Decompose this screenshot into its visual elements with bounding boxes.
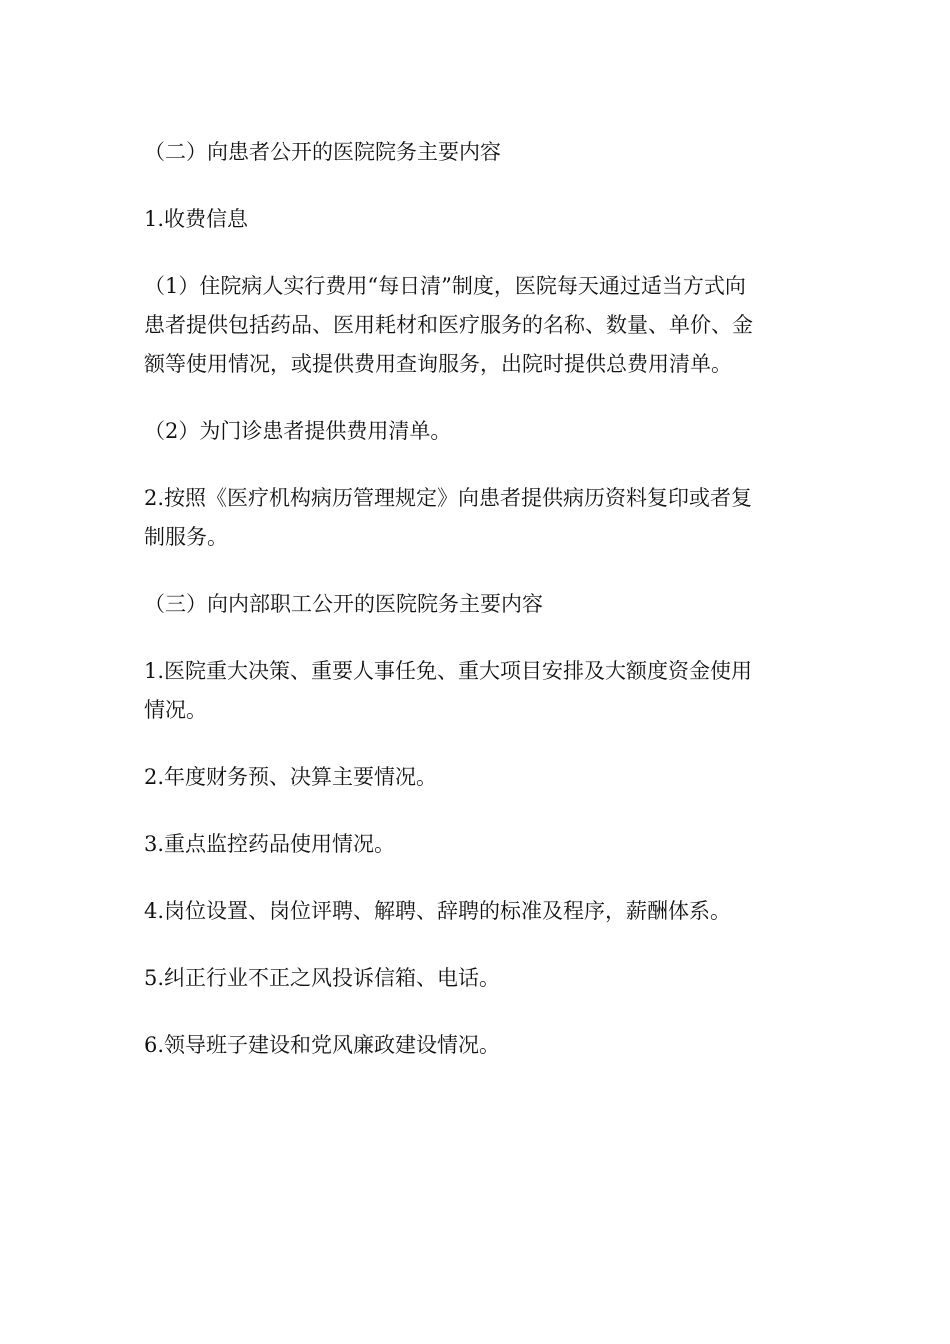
text-line: 1.收费信息 [144,207,249,231]
text-line: 制服务。 [144,525,228,549]
item-medical-records-copy [144,479,809,557]
item-annual-budget [144,758,809,797]
text-line: （2）为门诊患者提供费用清单。 [144,419,452,443]
section-heading-patients [144,133,809,172]
item-monitored-drugs [144,825,809,864]
text-line: （二）向患者公开的医院院务主要内容 [144,140,501,164]
text-line: 4.岗位设置、岗位评聘、解聘、辞聘的标准及程序，薪酬体系。 [144,899,732,923]
item-fee-information [144,200,809,239]
text-line: 情况。 [144,698,207,722]
text-line: 2.按照《医疗机构病历管理规定》向患者提供病历资料复印或者复 [144,486,753,510]
item-major-decisions [144,652,809,730]
text-line: 6.领导班子建设和党风廉政建设情况。 [144,1033,501,1057]
item-complaint-channels [144,959,809,998]
item-inpatient-daily-billing [144,267,809,384]
text-line: （三）向内部职工公开的医院院务主要内容 [144,592,543,616]
item-positions-and-pay [144,892,809,931]
item-outpatient-billing [144,412,809,451]
text-line: 5.纠正行业不正之风投诉信箱、电话。 [144,966,501,990]
text-line: （1）住院病人实行费用“每日清”制度，医院每天通过适当方式向 [144,274,746,298]
text-line: 3.重点监控药品使用情况。 [144,832,396,856]
document-body [144,133,809,1093]
item-leadership-integrity [144,1026,809,1065]
text-line: 2.年度财务预、决算主要情况。 [144,765,438,789]
text-line: 额等使用情况，或提供费用查询服务，出院时提供总费用清单。 [144,352,732,376]
text-line: 1.医院重大决策、重要人事任免、重大项目安排及大额度资金使用 [144,659,753,683]
section-heading-staff [144,585,809,624]
text-line: 患者提供包括药品、医用耗材和医疗服务的名称、数量、单价、金 [144,313,753,337]
